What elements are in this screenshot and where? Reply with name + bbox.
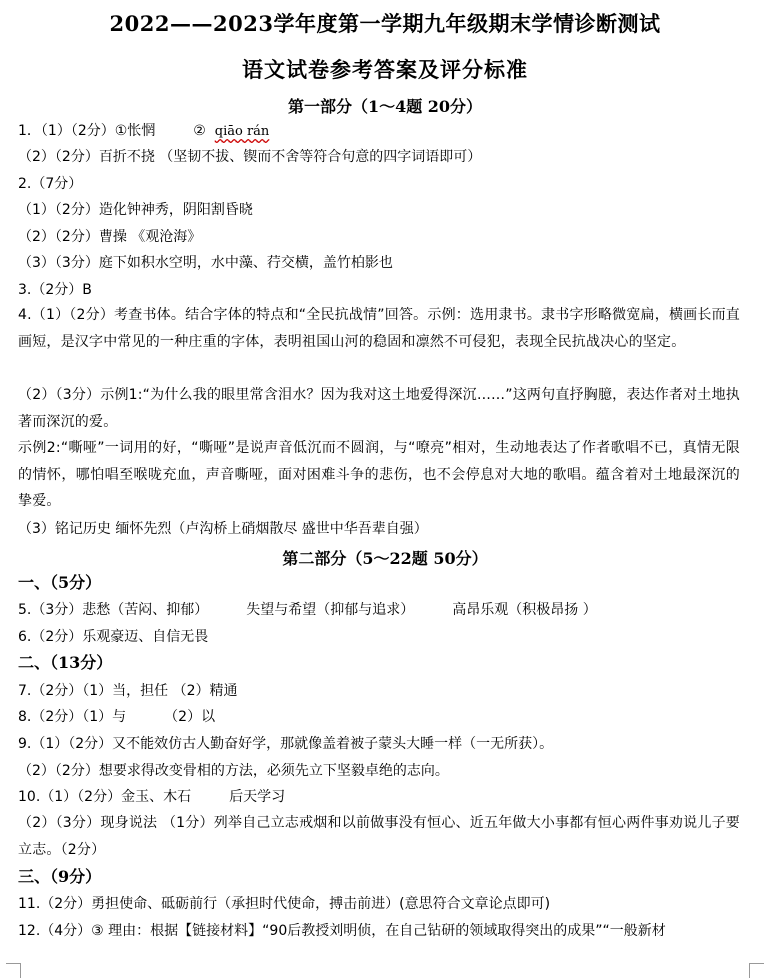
part2-heading: 第二部分（5～22题 50分） — [282, 549, 488, 568]
answer-q2a: （1）（2分）造化钟神秀，阴阳割昏晓 — [18, 202, 253, 218]
answer-q3: 3.（2分）B — [18, 282, 92, 298]
answer-q10b: （2）（3分）现身说法 （1分）列举自己立志戒烟和以前做事没有恒心、近五年做大小事都有恒心两件事劝说儿子要立志。（2分） — [18, 815, 740, 858]
answer-q8-part1: 8.（2分）（1）与 — [18, 709, 127, 725]
answer-q8 — [18, 708, 758, 726]
answer-q5-part2: 失望与希望（抑郁与追求） — [246, 602, 415, 618]
section-2-heading: 二、（13分） — [18, 653, 113, 672]
answer-q10a-part1: 10.（1）（2分）金玉、木石 — [18, 789, 192, 805]
document-subtitle: 语文试卷参考答案及评分标准 — [242, 57, 528, 82]
answer-q12: 12.（4分）③ 理由：根据【链接材料】“90后教授刘明侦，在自己钻研的领域取得突出的成果”“一般新材 — [18, 923, 666, 939]
page-corner-mark-right — [749, 963, 764, 978]
answer-q5-part1: 5.（3分）悲愁（苦闷、抑郁） — [18, 602, 209, 618]
answer-q9b: （2）（2分）想要求得改变骨相的方法，必须先立下坚毅卓绝的志向。 — [18, 763, 449, 779]
document-title: 2022——2023学年度第一学期九年级期末学情诊断测试 — [109, 11, 661, 36]
answer-q5-part3: 高昂乐观（积极昂扬 ） — [452, 602, 597, 618]
answer-q1a — [18, 122, 758, 141]
answer-q6: 6.（2分）乐观豪迈、自信无畏 — [18, 629, 209, 645]
answer-q8-part2: （2）以 — [164, 709, 216, 725]
answer-q4b: （2）（3分）示例1:“为什么我的眼里常含泪水？因为我对这土地爱得深沉……”这两句直抒胸臆，表达作者对土地执著而深沉的爱。 — [18, 387, 740, 430]
answer-q11: 11.（2分）勇担使命、砥砺前行（承担时代使命，搏击前进）(意思符合文章论点即可) — [18, 896, 551, 912]
answer-q7: 7.（2分）（1）当，担任 （2）精通 — [18, 683, 238, 699]
answer-q2b: （2）（2分）曹操 《观沧海》 — [18, 229, 202, 245]
answer-q10a — [18, 788, 758, 806]
answer-q1b: （2）（2分）百折不挠 （坚韧不拔、锲而不舍等符合句意的四字词语即可） — [18, 149, 482, 165]
answer-q10a-part2: 后天学习 — [229, 789, 286, 805]
answer-q2: 2.（7分） — [18, 176, 83, 192]
answer-q1a-circle: ② — [193, 123, 206, 139]
answer-q1a-pinyin: qiāo rán — [214, 124, 270, 139]
answer-q4d: （3）铭记历史 缅怀先烈（卢沟桥上硝烟散尽 盛世中华吾辈自强） — [18, 521, 428, 537]
section-1-heading: 一、（5分） — [18, 573, 102, 592]
answer-q4c: 示例2:“嘶哑”一词用的好，“嘶哑”是说声音低沉而不圆润，与“嘹亮”相对，生动地表达了作者歌唱不已，真情无限的情怀，哪怕唱至喉咙充血，声音嘶哑，面对困难斗争的悲伤，也不会停息对大地的歌唱。蕴含着对土地最深沉的挚爱。 — [18, 440, 740, 509]
answer-q5 — [18, 601, 758, 619]
answer-q1a-text: 1．（1）（2分）①怅惘 — [18, 123, 156, 139]
answer-q9a: 9.（1）（2分）又不能效仿古人勤奋好学，那就像盖着被子蒙头大睡一样（一无所获）。 — [18, 736, 554, 752]
page-corner-mark-left — [6, 963, 21, 978]
part1-heading: 第一部分（1～4题 20分） — [287, 97, 483, 116]
answer-q2c: （3）（3分）庭下如积水空明，水中藻、荇交横，盖竹柏影也 — [18, 255, 393, 271]
answer-q4a: 4.（1）（2分）考查书体。结合字体的特点和“全民抗战情”回答。示例：选用隶书。隶书字形略微宽扁，横画长而直画短，是汉字中常见的一种庄重的字体，表明祖国山河的稳固和凛然不可侵犯，表现全民抗战决心的坚定。 — [18, 307, 740, 350]
section-3-heading: 三、（9分） — [18, 867, 102, 886]
